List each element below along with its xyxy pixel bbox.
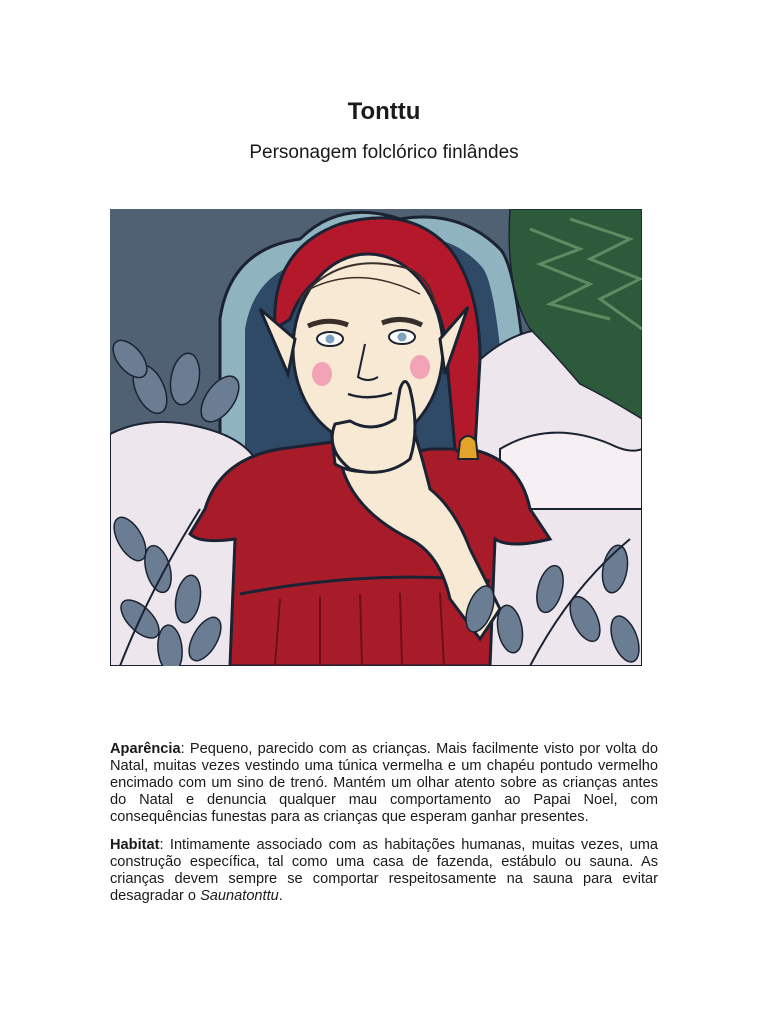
left-cheek xyxy=(312,362,332,386)
section-separator: : xyxy=(180,741,185,757)
section-label: Aparência xyxy=(110,741,181,757)
bell xyxy=(458,436,478,459)
right-cheek xyxy=(410,355,430,379)
section-emphasis: Saunatonttu xyxy=(200,888,279,904)
section-appearance xyxy=(110,741,658,826)
section-text: Intimamente associado com as habitações humanas, muitas vezes, uma construção específica, tal como uma casa de fazenda, estábulo ou sauna. As crianças devem sempre se comportar respeitosamente na sauna para evitar desagradar o xyxy=(110,837,658,904)
section-label: Habitat xyxy=(110,837,160,853)
section-text: Pequeno, parecido com as crianças. Mais facilmente visto por volta do Natal, muitas vezes vestindo uma túnica vermelha e um chapéu pontudo vermelho encimado com um sino de trenó. Mantém um olhar atento sobre as crianças antes do Natal e denuncia qualquer mau comportamento ao Papai Noel, com consequências funestas para as crianças que esperam ganhar presentes. xyxy=(110,741,658,825)
document-title: Tonttu xyxy=(347,98,421,125)
section-habitat xyxy=(110,837,658,905)
body-text xyxy=(110,741,658,916)
document-subtitle: Personagem folclórico finlândes xyxy=(249,142,519,163)
section-text-end: . xyxy=(278,888,283,904)
tonttu-illustration xyxy=(110,209,642,666)
section-separator: : xyxy=(159,837,164,853)
